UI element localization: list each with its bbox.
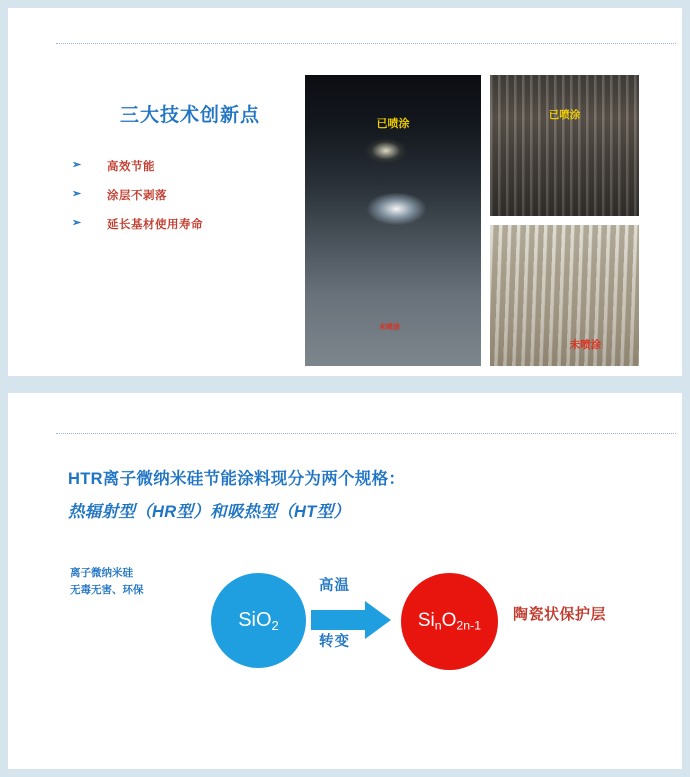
list-item-label: 涂层不剥落 (107, 190, 167, 202)
reactant-caption-line1: 离子微纳米硅 (70, 567, 133, 579)
photo-night-road (303, 73, 483, 368)
photo-label-unsprayed: 未喷涂 (569, 339, 602, 351)
bullet-list (72, 158, 302, 245)
product-circle (401, 573, 498, 670)
product-caption: 陶瓷状保护层 (513, 606, 607, 623)
divider-line (56, 43, 676, 44)
photo-coated-tubes (488, 73, 641, 218)
reactant-caption (70, 565, 144, 599)
product-formula-sub1: n (434, 618, 442, 633)
page-title: 三大技术创新点 (120, 105, 261, 126)
photo-label-sprayed: 已喷涂 (376, 118, 410, 130)
bullet-arrow-icon: ➢ (72, 159, 82, 171)
reactant-formula-main: SiO (238, 608, 272, 631)
photo-label-unsprayed: 未喷涂 (378, 324, 400, 331)
slide2-heading-line1: HTR离子微纳米硅节能涂料现分为两个规格： (68, 470, 406, 488)
product-formula-sub2: 2n-1 (456, 618, 482, 633)
slide-1 (8, 8, 682, 376)
list-item-label: 延长基材使用寿命 (107, 219, 203, 231)
slide2-heading-line2: 热辐射型（HR型）和吸热型（HT型） (68, 503, 351, 521)
photo-uncoated-tubes (488, 223, 641, 368)
product-formula-part2: O (441, 610, 457, 632)
reactant-caption-line2: 无毒无害、环保 (70, 584, 144, 596)
list-item (72, 187, 302, 216)
product-formula-part1: Si (417, 610, 435, 632)
arrow-label-bottom: 转变 (319, 634, 350, 650)
list-item-label: 高效节能 (107, 161, 155, 173)
reactant-circle (211, 573, 306, 668)
bullet-arrow-icon: ➢ (72, 188, 82, 200)
reactant-formula (238, 609, 279, 633)
list-item (72, 158, 302, 187)
list-item (72, 216, 302, 245)
arrow-label-top: 高温 (319, 578, 350, 594)
slide-2 (8, 393, 682, 769)
bullet-arrow-icon: ➢ (72, 217, 82, 229)
divider-line (56, 433, 676, 434)
reactant-formula-sub: 2 (271, 617, 279, 633)
product-formula (418, 610, 481, 633)
photo-label-sprayed: 已喷涂 (548, 109, 581, 121)
photo-gallery (303, 73, 641, 368)
